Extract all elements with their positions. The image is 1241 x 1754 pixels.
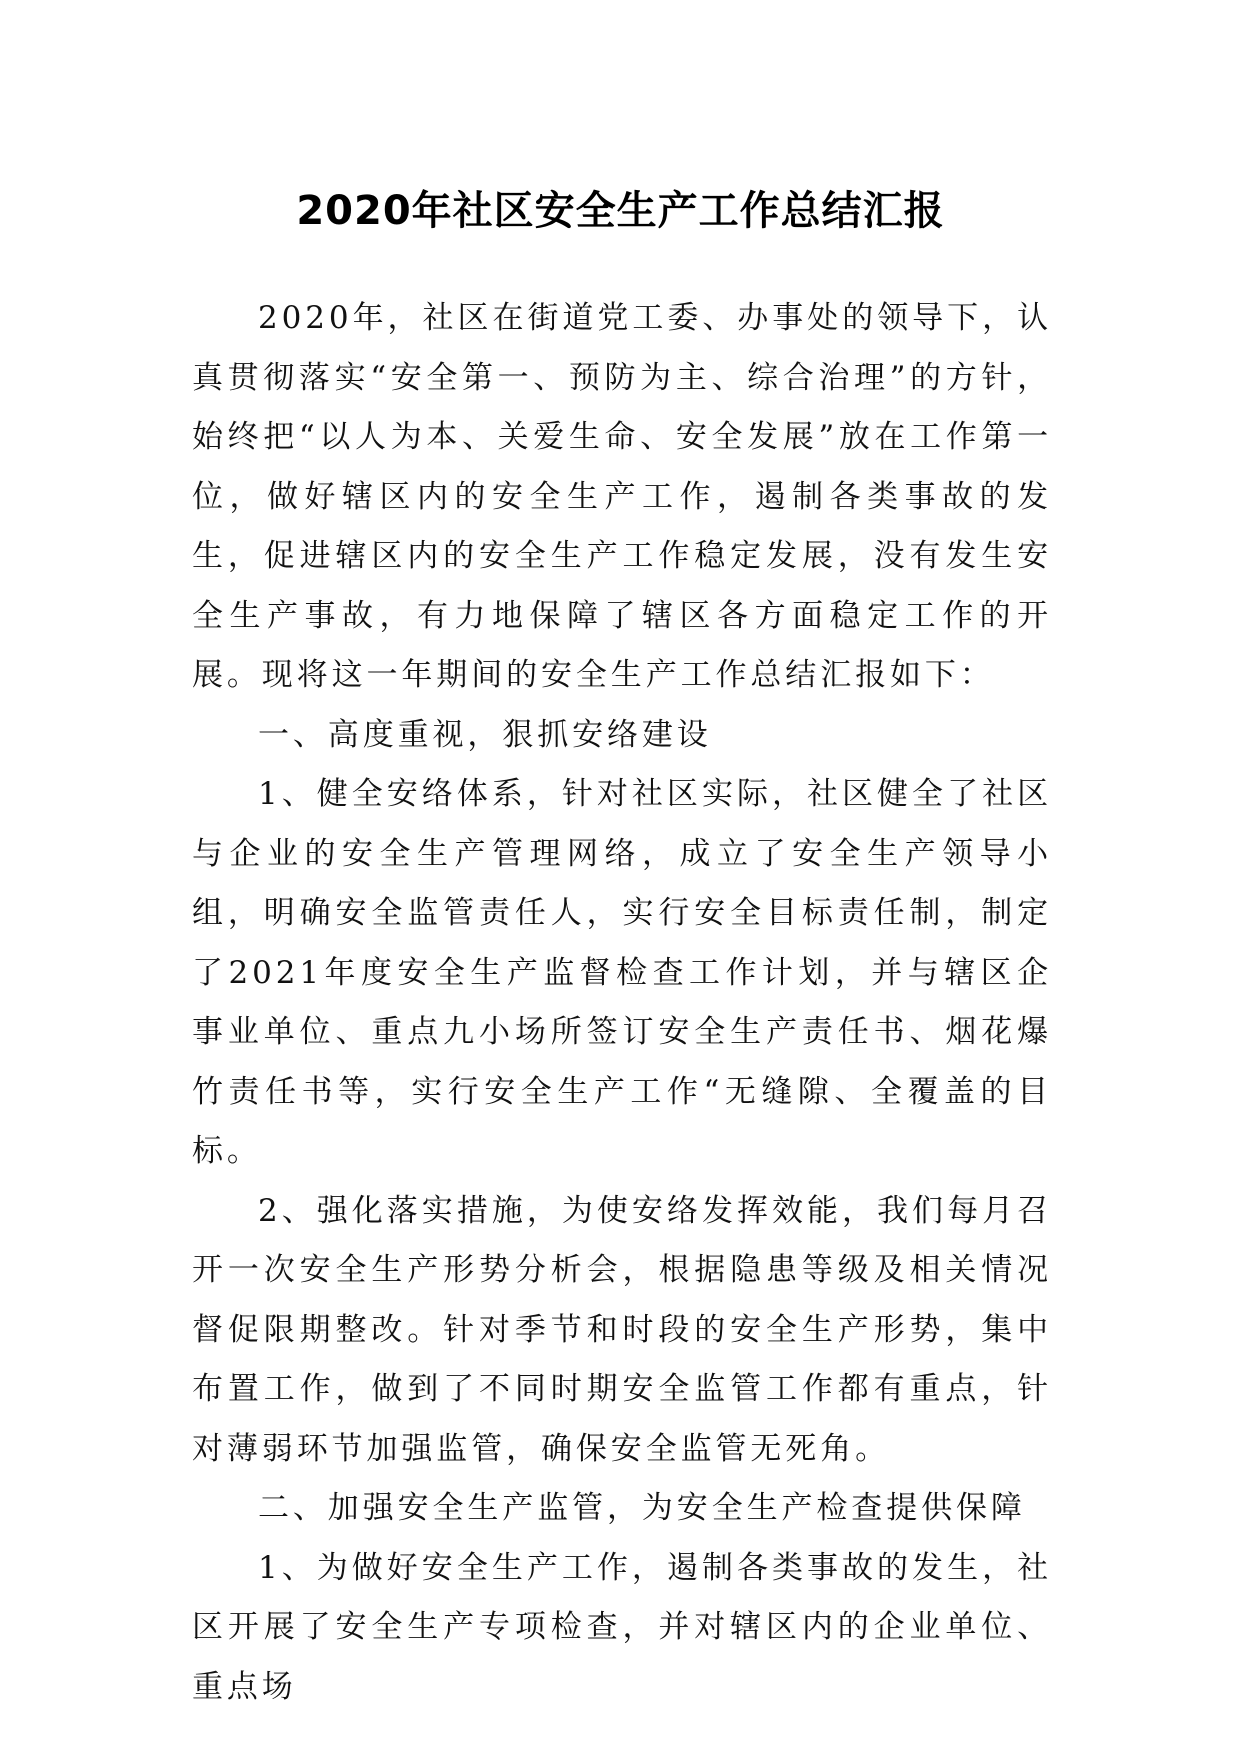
paragraph-2-1: 1、为做好安全生产工作，遏制各类事故的发生，社区开展了安全生产专项检查，并对辖区内的企业单位、重点场 bbox=[192, 1549, 1052, 1705]
section-heading-1: 一、高度重视，狠抓安络建设 bbox=[258, 716, 712, 753]
paragraph-1-2: 2、强化落实措施，为使安络发挥效能，我们每月召开一次安全生产形势分析会，根据隐患等级及相关情况督促限期整改。针对季节和时段的安全生产形势，集中布置工作，做到了不同时期安全监管工作都有重点，针对薄弱环节加强监管，确保安全监管无死角。 bbox=[192, 1192, 1052, 1467]
section-heading-2: 二、加强安全生产监管，为安全生产检查提供保障 bbox=[258, 1490, 1026, 1526]
paragraph-1-1: 1、健全安络体系，针对社区实际，社区健全了社区与企业的安全生产管理网络，成立了安全生产领导小组，明确安全监管责任人，实行安全目标责任制，制定了2021年度安全生产监督检查工作计划，并与辖区企事业单位、重点九小场所签订安全生产责任书、烟花爆竹责任书等，实行安全生产工作“无缝隙、全覆盖的目标。 bbox=[192, 776, 1052, 1169]
document-body bbox=[192, 289, 1052, 1717]
document-title: 2020年社区安全生产工作总结汇报 bbox=[296, 187, 945, 234]
intro-paragraph: 2020年，社区在街道党工委、办事处的领导下，认真贯彻落实“安全第一、预防为主、综合治理”的方针，始终把“以人为本、关爱生命、安全发展”放在工作第一位，做好辖区内的安全生产工作，遏制各类事故的发生，促进辖区内的安全生产工作稳定发展，没有发生安全生产事故，有力地保障了辖区各方面稳定工作的开展。现将这一年期间的安全生产工作总结汇报如下： bbox=[192, 300, 1052, 693]
